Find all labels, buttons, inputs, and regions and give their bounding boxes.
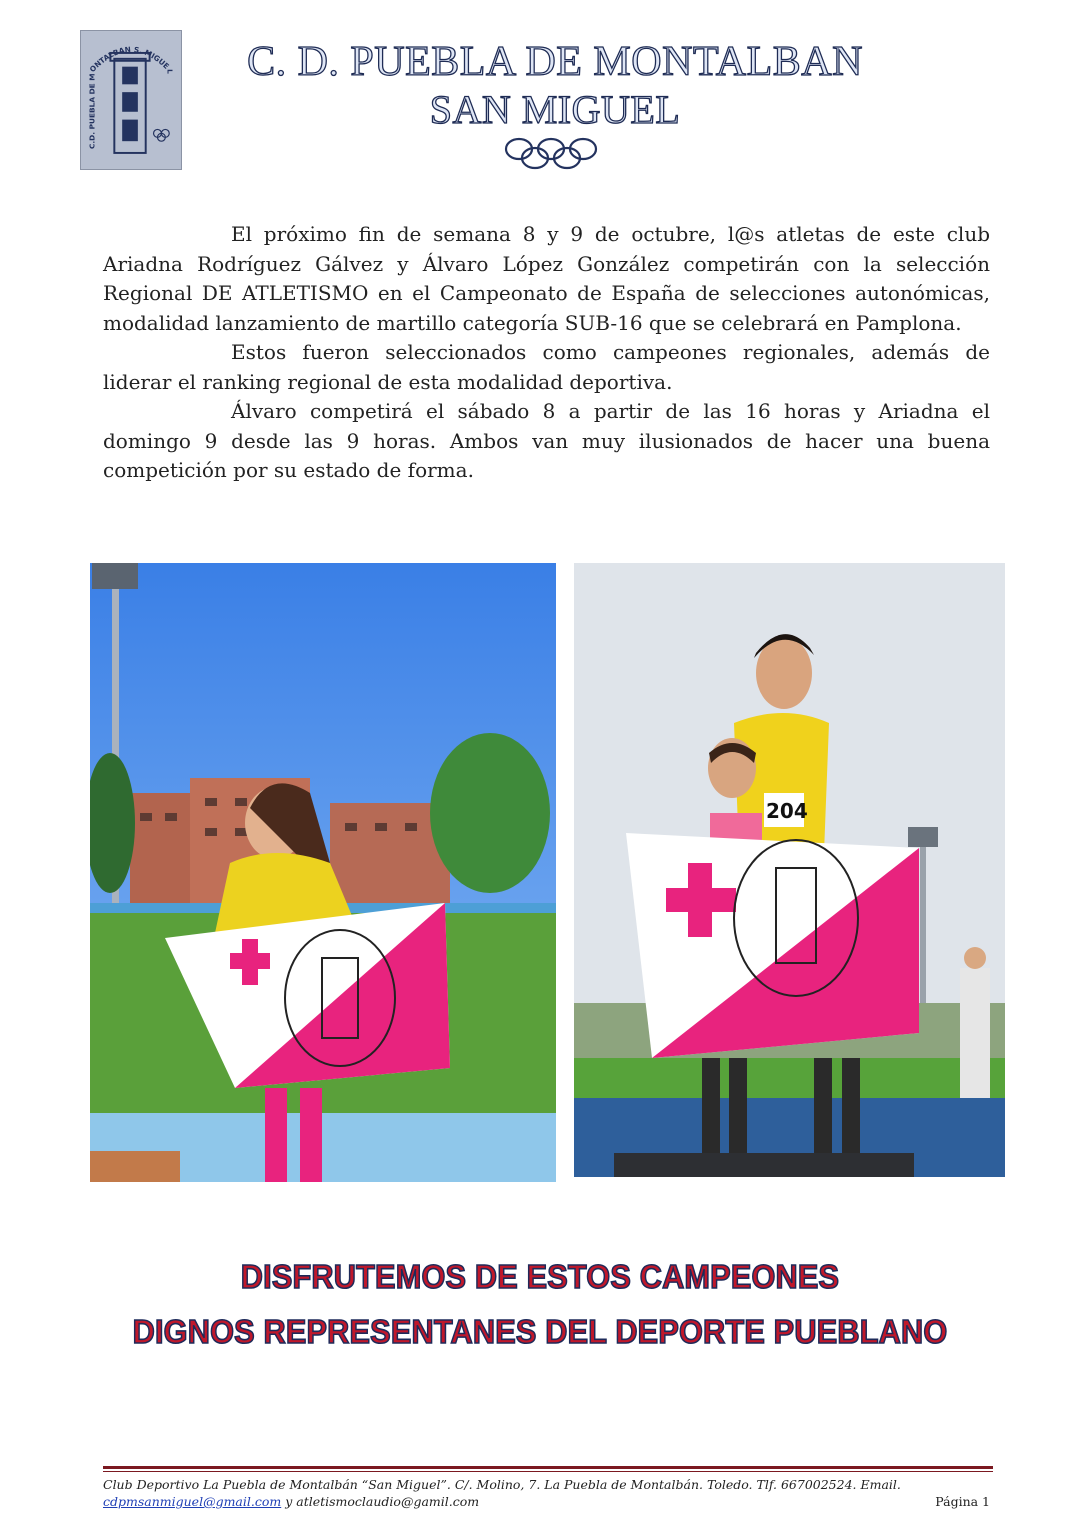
tower-emblem-icon xyxy=(81,31,181,169)
photo-alvaro-and-ariadna-with-flag xyxy=(574,563,1005,1177)
race-bib-number: 204 xyxy=(766,799,808,823)
footer-rule-thin xyxy=(103,1471,993,1472)
slogan-line1: DISFRUTEMOS DE ESTOS CAMPEONES xyxy=(240,1258,840,1295)
footer-emails xyxy=(103,1493,993,1510)
footer-email-secondary: y atletismoclaudio@gamil.com xyxy=(281,1494,480,1509)
club-title-line2: SAN MIGUEL xyxy=(429,87,681,132)
club-title-line1: C. D. PUEBLA DE MONTALBAN xyxy=(247,39,863,85)
paragraph-selection: Estos fueron seleccionados como campeones regionales, además de liderar el ranking regional de esta modalidad deportiva. xyxy=(103,340,990,394)
club-logo xyxy=(80,30,182,170)
logo-text: C.D. PUEBLA DE MONTALBAN S. MIGUEL xyxy=(87,44,175,150)
slogan-line2: DIGNOS REPRESENTANES DEL DEPORTE PUEBLANO xyxy=(132,1313,948,1350)
paragraph-announcement: El próximo fin de semana 8 y 9 de octubre, l@s atletas de este club Ariadna Rodríguez Gálvez y Álvaro López González competirán con la selección Regional DE ATLETISMO en el Campeonato de España de selecciones autonómicas, modalidad lanzamiento de martillo categoría SUB-16 que se celebrará en Pamplona. xyxy=(103,222,990,335)
footer-rule xyxy=(103,1466,993,1469)
photo-ariadna-with-flag xyxy=(90,563,556,1182)
footer-contact xyxy=(103,1476,993,1510)
olympic-rings-icon xyxy=(503,136,599,172)
footer-address: Club Deportivo La Puebla de Montalbán “San Miguel”. C/. Molino, 7. La Puebla de Montalbán. Toledo. Tlf. 667002524. Email. xyxy=(103,1477,901,1492)
page-number: Página 1 xyxy=(935,1494,990,1509)
footer-email-link[interactable]: cdpmsanmiguel@gmail.com xyxy=(103,1494,282,1509)
article-body xyxy=(103,220,990,486)
paragraph-schedule: Álvaro competirá el sábado 8 a partir de las 16 horas y Ariadna el domingo 9 desde las 9 horas. Ambos van muy ilusionados de hacer una buena competición por su estado de forma. xyxy=(103,399,990,482)
